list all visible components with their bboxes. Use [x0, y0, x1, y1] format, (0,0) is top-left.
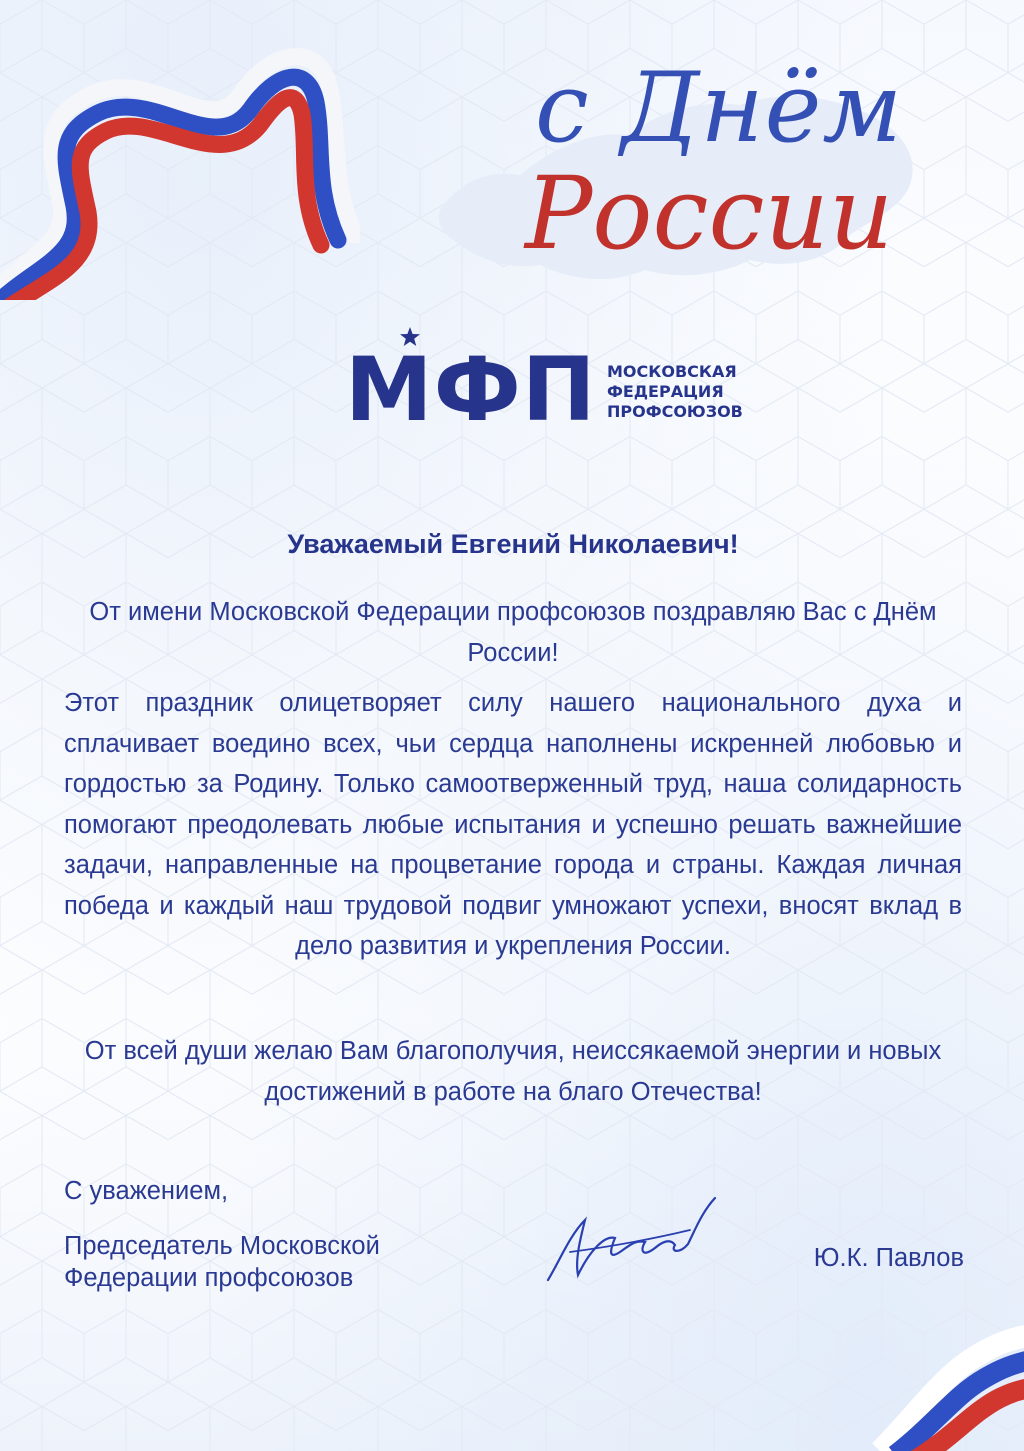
- hero-title: [515, 52, 955, 300]
- logo-name-line: МОСКОВСКАЯ: [607, 362, 737, 381]
- hero-title-line1: с Днём: [535, 52, 903, 164]
- letter-paragraph: Этот праздник олицетворяет силу нашего национального духа и сплачивает воедино всех, чьи сердца наполнены искренней любовью и гордостью за Родину. Только самоотверженный труд, наша солидарность помогают преодолевать любые испытания и успешно решать важнейшие задачи, направленные на процветание города и страны. Каждая личная победа и каждый наш трудовой подвиг умножают успехи, вносят вклад в дело развития и укрепления России.: [64, 689, 962, 960]
- signer-name: Ю.К. Павлов: [813, 1244, 964, 1272]
- letter-signoff: С уважением,: [64, 1177, 229, 1205]
- signer-position-line: Федерации профсоюзов: [64, 1264, 354, 1292]
- logo-name-line: ПРОФСОЮЗОВ: [607, 402, 743, 421]
- logo-name-line: ФЕДЕРАЦИЯ: [607, 382, 724, 401]
- mfp-logo: [345, 326, 765, 441]
- letter-paragraph: От всей души желаю Вам благополучия, неиссякаемой энергии и новых достижений в работе на благо Отечества!: [84, 1037, 942, 1106]
- signer-position: [64, 1230, 524, 1294]
- letter-greeting: Уважаемый Евгений Николаевич!: [287, 529, 739, 559]
- handwritten-signature: [530, 1190, 730, 1290]
- logo-abbreviation: МФП: [345, 338, 597, 441]
- logo-organization-name: [607, 362, 777, 422]
- signer-position-line: Председатель Московской: [64, 1232, 380, 1260]
- hero-title-line2: России: [525, 155, 894, 272]
- letter-paragraph: От имени Московской Федерации профсоюзов поздравляю Вас с Днём России!: [89, 598, 937, 667]
